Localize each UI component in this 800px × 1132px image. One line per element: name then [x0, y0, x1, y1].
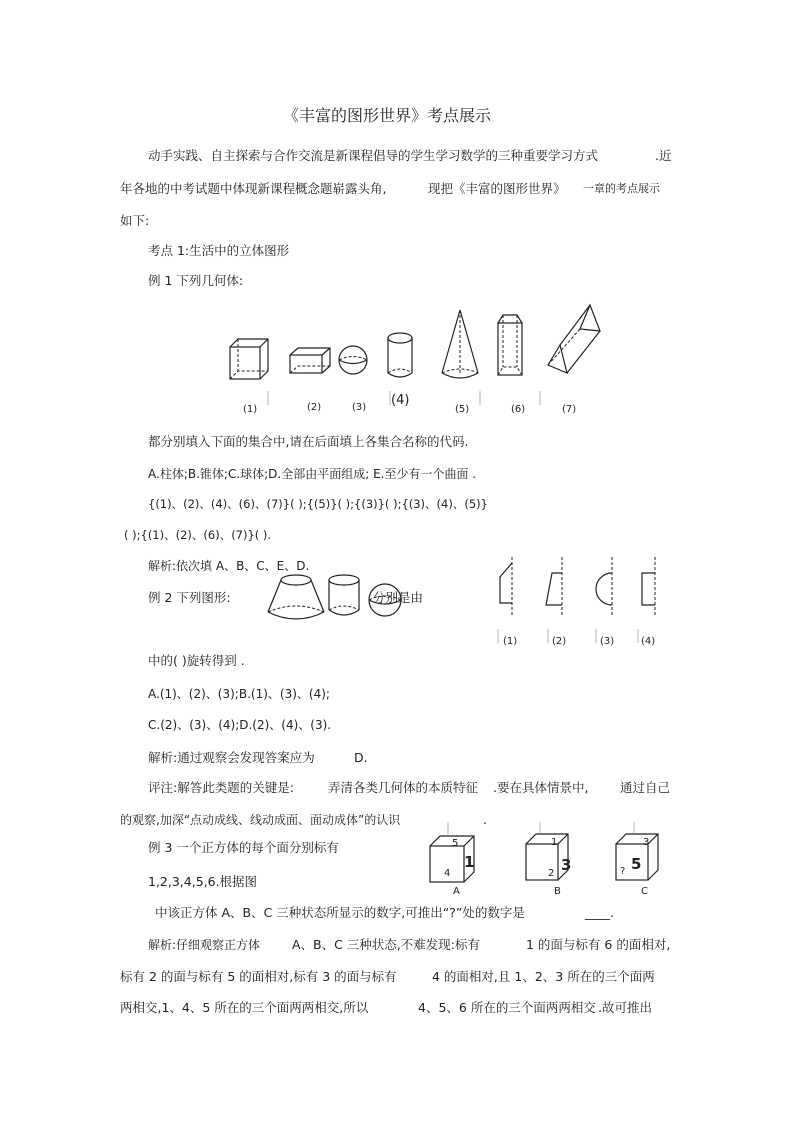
- sphere-solid: [339, 346, 367, 374]
- ex3-question: 中该正方体 A、B、C 三种状态所显示的数字,可推出“?”处的数字是: [155, 905, 525, 920]
- ex1-heading: 例 1 下列几何体:: [148, 273, 244, 288]
- cube-b-letter: B: [554, 886, 561, 897]
- ex2-comment-a: 评注:解答此类题的关键是:: [148, 780, 294, 795]
- ex2-comment-line2: 的观察,加深“点动成线、线动成面、面动成体”的认识: [120, 813, 401, 827]
- ex1-fill-instruction: 都分别填入下面的集合中,请在后面填上各集合名称的代码.: [148, 434, 469, 449]
- plane-figure-1: [500, 557, 512, 617]
- triangular-prism-solid: [548, 305, 600, 373]
- cube-b-front: 2: [548, 868, 555, 879]
- ex3-heading: 例 3 一个正方体的每个面分别标有: [148, 840, 339, 855]
- ex3-answer-blank: ____.: [585, 905, 614, 920]
- ex2-comment-c: .要在具体情景中,: [493, 780, 589, 795]
- ex2-label: (3): [600, 636, 615, 647]
- cube-c-letter: C: [641, 886, 648, 897]
- cube-c-front: ?: [620, 866, 626, 877]
- ex3-analysis-3b: 4、5、6 所在的三个面两两相交: [418, 1000, 596, 1015]
- ex3-analysis-3c: .故可推出: [598, 1000, 652, 1015]
- intro-line2: 年各地的中考试题中体现新课程概念题崭露头角,: [120, 181, 387, 196]
- ex3-analysis-1c: 1 的面与标有 6 的面相对,: [526, 937, 671, 952]
- intro-line1-end: .近: [655, 148, 672, 163]
- plane-figure-4: [642, 557, 655, 617]
- ex3-analysis-1b: A、B、C 三种状态,不难发现:标有: [292, 937, 481, 952]
- cube-c-side: 5: [631, 855, 642, 873]
- ex1-label: (2): [307, 402, 322, 413]
- ex1-label: (4): [391, 393, 410, 408]
- ex1-label: (6): [511, 404, 526, 415]
- cube-a-letter: A: [453, 886, 460, 897]
- ex2-comment-line2-end: .: [483, 812, 487, 827]
- cube-b-side: 3: [561, 856, 572, 874]
- cuboid-solid: [290, 348, 330, 373]
- ex3-line2: 1,2,3,4,5,6.根据图: [148, 874, 258, 889]
- prism-solid: [498, 315, 522, 375]
- ex2-label: (2): [552, 636, 567, 647]
- ex2-plane-figures: [490, 555, 670, 635]
- ex1-label: (1): [243, 404, 258, 415]
- ex1-solids-figure: [220, 305, 620, 420]
- cube-c-top: 3: [643, 837, 650, 848]
- point1-heading: 考点 1:生活中的立体图形: [148, 243, 290, 258]
- cube-solid: [230, 339, 268, 379]
- ex1-label: (7): [562, 404, 577, 415]
- cylinder-solid: [329, 575, 359, 615]
- ex1-sets-line1: {(1)、(2)、(4)、(6)、(7)}( );{(5)}( );{(3)}( );{(3)、(4)、(5)}: [148, 497, 488, 511]
- ex1-options: A.柱体;B.锥体;C.球体;D.全部由平面组成; E.至少有一个曲面 .: [148, 467, 477, 481]
- cube-a-top: 5: [452, 838, 459, 849]
- ex1-label: (5): [455, 404, 470, 415]
- intro-line2-c: 一章的考点展示: [583, 182, 660, 195]
- ex2-options-2: C.(2)、(3)、(4);D.(2)、(4)、(3).: [148, 718, 332, 732]
- ex3-analysis-1a: 解析:仔细观察正方体: [148, 938, 261, 952]
- intro-line2-b: 现把《丰富的图形世界》: [428, 181, 566, 196]
- plane-figure-3: [596, 557, 612, 617]
- intro-line3: 如下:: [120, 213, 150, 228]
- plane-figure-2: [546, 557, 562, 617]
- ex3-analysis-3a: 两相交,1、4、5 所在的三个面两两相交,所以: [120, 1000, 369, 1015]
- ex2-question: 中的( )旋转得到 .: [148, 653, 245, 668]
- ex3-analysis-2a: 标有 2 的面与标有 5 的面相对,标有 3 的面与标有: [120, 969, 397, 984]
- ex2-analysis: 解析:通过观察会发现答案应为: [148, 750, 315, 765]
- cone-solid: [442, 310, 478, 378]
- cylinder-solid: [388, 333, 412, 377]
- frustum-solid: [268, 575, 324, 619]
- ex2-analysis-answer: D.: [354, 750, 368, 765]
- ex2-comment-b: 弄清各类几何体的本质特征: [328, 780, 479, 795]
- cube-a-side: 1: [464, 853, 475, 871]
- intro-line1: 动手实践、自主探索与合作交流是新课程倡导的学生学习数学的三种重要学习方式: [148, 148, 599, 163]
- ex1-analysis: 解析:依次填 A、B、C、E、D.: [148, 559, 310, 573]
- ex2-label: (4): [641, 636, 656, 647]
- ex2-heading: 例 2 下列图形:: [148, 590, 231, 605]
- ex2-options-1: A.(1)、(2)、(3);B.(1)、(3)、(4);: [148, 687, 330, 701]
- page-title: 《丰富的图形世界》考点展示: [283, 106, 492, 125]
- cube-b-top: 1: [551, 837, 558, 848]
- ex2-comment-d: 通过自己: [620, 780, 671, 795]
- cube-a-front: 4: [444, 868, 451, 879]
- ex2-mid-text: 分别是由: [373, 590, 424, 605]
- cube-a: [430, 822, 474, 882]
- ex3-analysis-2b: 4 的面相对,且 1、2、3 所在的三个面两: [432, 969, 655, 984]
- ex1-label: (3): [352, 402, 367, 413]
- ex1-sets-line2: ( );{(1)、(2)、(6)、(7)}( ).: [124, 528, 272, 542]
- ex2-label: (1): [503, 636, 518, 647]
